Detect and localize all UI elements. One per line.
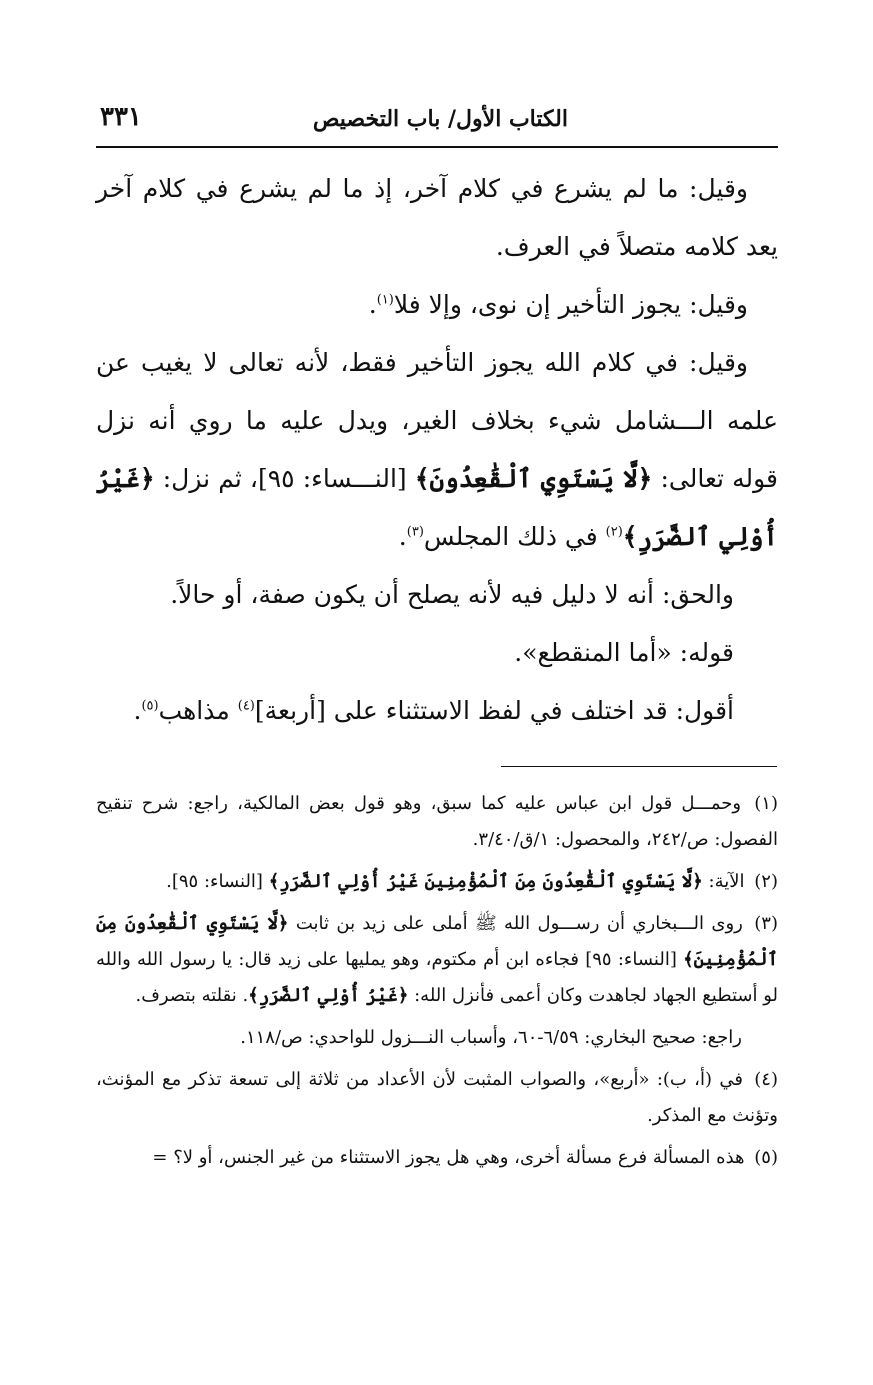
paragraph-6-text-a: أقول: قد اختلف في لفظ الاستثناء على [أربعة] <box>254 696 734 725</box>
paragraph-2: وقيل: يجوز التأخير إن نوى، وإلا فلا$^{(١)}$. <box>368 290 748 319</box>
header-rule <box>96 146 778 148</box>
paragraph-4: والحق: أنه لا دليل فيه لأنه يصلح أن يكون صفة، أو حالاً. <box>170 580 734 609</box>
paragraph-2-text: وقيل: يجوز التأخير إن نوى، وإلا فلا <box>393 290 748 319</box>
footnote-3-text-c: . نقلته بتصرف. <box>135 985 249 1006</box>
footnote-2-number: (٢) <box>754 871 778 892</box>
footnote-4 <box>96 1062 778 1134</box>
footnote-separator <box>501 766 777 767</box>
footnote-4-number: (٤) <box>754 1069 778 1090</box>
footnote-3-number: (٣) <box>754 913 778 934</box>
footnote-ref-5: (٥) <box>141 698 159 714</box>
footnote-3-text-b: [النساء: ٩٥] فجاءه ابن أم مكتوم، وهو يمليها على زيد قال: يا رسول الله والله لو أستطيع الجهاد لجاهدت وكان أعمى فأنزل الله: <box>96 949 778 1006</box>
footnote-1 <box>96 786 778 858</box>
paragraph-3: وقيل: في كلام الله يجوز التأخير فقط، لأنه تعالى لا يغيب عن علمه الـــشامل شيء بخلاف الغير، ويدل عليه ما روي أنه نزل قوله تعالى: ﴿لَّا يَسْتَوِي ٱلْقَٰعِدُونَ﴾ [النـــساء: ٩٥]، ثم نزل: ﴿غَيْرُ أُوْلِي ٱلضَّرَرِ﴾$^{(٢)}$ في ذلك المجلس$^{(٣)}$. <box>96 348 778 551</box>
footnote-ref-3: (٣) <box>406 524 424 540</box>
page-number: ٣٣١ <box>100 102 142 132</box>
footnote-5-number: (٥) <box>754 1147 778 1168</box>
paragraph-1: وقيل: ما لم يشرع في كلام آخر، إذ ما لم يشرع في كلام آخر يعد كلامه متصلاً في العرف. <box>96 174 778 261</box>
footnote-3-text-a: روى الـــبخاري أن رســـول الله ﷺ أملى على زيد بن ثابت <box>295 913 743 934</box>
footnote-ref-4: (٤) <box>237 698 255 714</box>
footnote-2-text-b: [النساء: ٩٥]. <box>166 871 263 892</box>
footnote-3-verse-1: ﴿لَّا يَسْتَوِي ٱلْقَٰعِدُونَ مِنَ ٱلْمُؤْمِنِينَ﴾ <box>96 913 778 970</box>
footnote-4-text: في (أ، ب): «أربع»، والصواب المثبت لأن الأعداد من ثلاثة إلى تسعة تذكر مع المؤنث، وتؤنث مع المذكر. <box>96 1069 778 1126</box>
footnote-1-number: (١) <box>754 793 778 814</box>
footnote-3-verse-2: ﴿غَيْرُ أُوْلِي ٱلضَّرَرِ﴾ <box>248 985 409 1006</box>
paragraph-6: أقول: قد اختلف في لفظ الاستثناء على [أربعة]$^{(٤)}$ مذاهب$^{(٥)}$. <box>133 696 734 725</box>
paragraph-6-text-b: مذاهب <box>158 696 230 725</box>
paragraph-3-text-b: [النـــساء: ٩٥]، ثم نزل: <box>162 464 407 493</box>
footnote-ref-2: (٢) <box>605 524 623 540</box>
footnote-ref-1: (١) <box>376 292 394 308</box>
footnote-5-text: هذه المسألة فرع مسألة أخرى، وهي هل يجوز الاستثناء من غير الجنس، أو لا؟ = <box>152 1147 745 1168</box>
footnote-2-verse: ﴿لَّا يَسْتَوِي ٱلْقَٰعِدُونَ مِنَ ٱلْمُؤْمِنِينَ غَيْرُ أُوْلِي ٱلضَّرَرِ﴾ <box>268 871 703 892</box>
footnotes <box>96 786 778 1182</box>
footnote-2 <box>96 864 778 900</box>
paragraph-3-text-c: في ذلك المجلس <box>423 522 598 551</box>
footnote-3-source: راجع: صحيح البخاري: ٦/٥٩-٦٠، وأسباب النـــزول للواحدي: ص/١١٨. <box>240 1027 742 1048</box>
footnote-1-text: وحمـــل قول ابن عباس عليه كما سبق، وهو قول بعض المالكية، راجع: شرح تنقيح الفصول: ص/٢٤٢، والمحصول: ١/ق/٣/٤٠. <box>96 793 778 850</box>
quran-verse-2: ﴿غَيْرُ أُوْلِي ٱلضَّرَرِ﴾ <box>96 464 778 551</box>
paragraph-3-text-a: وقيل: في كلام الله يجوز التأخير فقط، لأنه تعالى لا يغيب عن علمه الـــشامل شيء بخلاف الغير، ويدل عليه ما روي أنه نزل قوله تعالى: <box>96 348 778 493</box>
paragraph-5: قوله: «أما المنقطع». <box>514 638 734 667</box>
running-header <box>96 100 778 144</box>
footnote-5 <box>96 1140 778 1176</box>
main-text <box>96 160 778 740</box>
footnote-2-text-a: الآية: <box>708 871 745 892</box>
header-title: الكتاب الأول/ باب التخصيص <box>312 106 568 132</box>
quran-verse-1: ﴿لَّا يَسْتَوِي ٱلْقَٰعِدُونَ﴾ <box>414 464 653 493</box>
footnote-3 <box>96 906 778 1014</box>
